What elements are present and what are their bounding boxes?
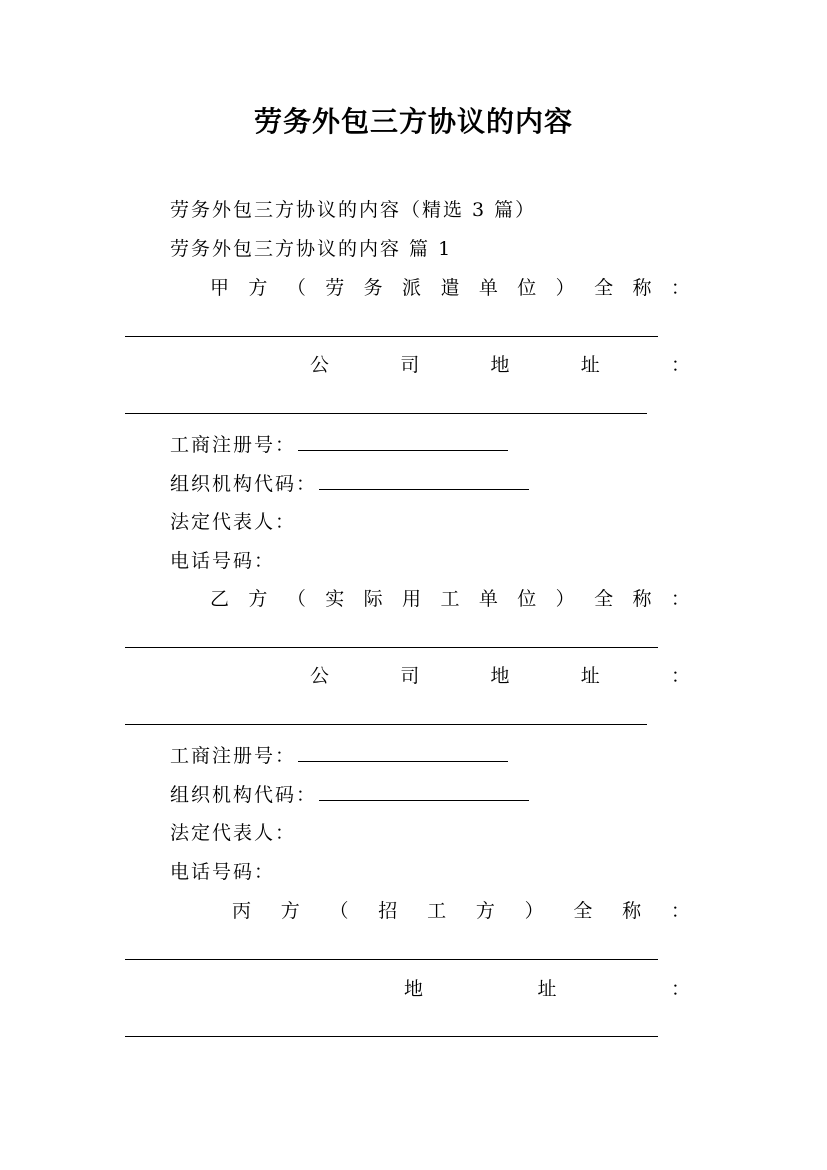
reg-blank[interactable] bbox=[298, 743, 508, 762]
org-blank[interactable] bbox=[319, 471, 529, 490]
section-heading: 劳务外包三方协议的内容 篇 1 bbox=[170, 238, 453, 260]
reg-label: 工商注册号： bbox=[170, 745, 297, 767]
party-a-name-label bbox=[210, 276, 690, 300]
party-a-reg-line bbox=[170, 432, 508, 457]
label-char: 方 bbox=[475, 900, 495, 922]
label-char: 公 bbox=[310, 354, 330, 376]
label-char: （ bbox=[286, 588, 306, 610]
document-title: 劳务外包三方协议的内容 bbox=[253, 105, 573, 138]
label-char: （ bbox=[286, 277, 306, 299]
label-char: ） bbox=[555, 588, 575, 610]
label-char: 位 bbox=[517, 277, 537, 299]
label-char: ： bbox=[670, 588, 690, 610]
label-char: 工 bbox=[427, 900, 447, 922]
party-c-address-label bbox=[404, 977, 690, 1001]
label-char: 全 bbox=[594, 277, 614, 299]
label-char: 地 bbox=[490, 354, 510, 376]
label-char: 实 bbox=[325, 588, 345, 610]
label-char: ： bbox=[670, 665, 690, 687]
label-char: 地 bbox=[490, 665, 510, 687]
label-char: 公 bbox=[310, 665, 330, 687]
party-b-name-label bbox=[210, 587, 690, 611]
label-char: 址 bbox=[580, 354, 600, 376]
reg-label: 工商注册号： bbox=[170, 434, 297, 456]
label-char: 丙 bbox=[232, 900, 252, 922]
label-char: 地 bbox=[404, 978, 424, 1000]
label-char: 称 bbox=[622, 900, 642, 922]
label-char: 甲 bbox=[210, 277, 230, 299]
party-c-name-label bbox=[232, 899, 690, 923]
label-char: 劳 bbox=[325, 277, 345, 299]
label-char: 派 bbox=[402, 277, 422, 299]
org-label: 组织机构代码： bbox=[170, 473, 318, 495]
label-char: 称 bbox=[632, 588, 652, 610]
label-char: 司 bbox=[400, 665, 420, 687]
label-char: 乙 bbox=[210, 588, 230, 610]
org-label: 组织机构代码： bbox=[170, 784, 318, 806]
label-char: ： bbox=[670, 277, 690, 299]
label-char: 单 bbox=[478, 588, 498, 610]
party-a-org-line bbox=[170, 471, 529, 496]
party-c-name-blank[interactable] bbox=[125, 959, 658, 960]
org-blank[interactable] bbox=[319, 782, 529, 801]
party-b-name-blank[interactable] bbox=[125, 647, 658, 648]
party-b-reg-line bbox=[170, 743, 508, 768]
document-subtitle: 劳务外包三方协议的内容（精选 3 篇） bbox=[170, 199, 537, 221]
party-a-legal-line: 法定代表人： bbox=[170, 511, 297, 533]
party-c-address-blank[interactable] bbox=[125, 1036, 658, 1037]
label-char: 招 bbox=[378, 900, 398, 922]
party-a-name-blank[interactable] bbox=[125, 336, 658, 337]
label-char: ） bbox=[555, 277, 575, 299]
party-a-address-label bbox=[310, 353, 690, 377]
label-char: 单 bbox=[478, 277, 498, 299]
label-char: 用 bbox=[402, 588, 422, 610]
label-char: 务 bbox=[363, 277, 383, 299]
label-char: 方 bbox=[248, 588, 268, 610]
party-b-address-label bbox=[310, 664, 690, 688]
party-a-address-blank[interactable] bbox=[125, 413, 647, 414]
party-b-org-line bbox=[170, 782, 529, 807]
label-char: 际 bbox=[363, 588, 383, 610]
label-char: 遣 bbox=[440, 277, 460, 299]
label-char: 位 bbox=[517, 588, 537, 610]
label-char: 址 bbox=[537, 978, 557, 1000]
label-char: 司 bbox=[400, 354, 420, 376]
label-char: 方 bbox=[280, 900, 300, 922]
party-b-phone-line: 电话号码： bbox=[170, 861, 276, 883]
label-char: 址 bbox=[580, 665, 600, 687]
label-char: 全 bbox=[594, 588, 614, 610]
party-a-phone-line: 电话号码： bbox=[170, 550, 276, 572]
party-b-address-blank[interactable] bbox=[125, 724, 647, 725]
label-char: ： bbox=[670, 354, 690, 376]
label-char: ： bbox=[670, 900, 690, 922]
party-b-legal-line: 法定代表人： bbox=[170, 822, 297, 844]
label-char: 工 bbox=[440, 588, 460, 610]
label-char: 方 bbox=[248, 277, 268, 299]
label-char: （ bbox=[329, 900, 349, 922]
label-char: ： bbox=[670, 978, 690, 1000]
label-char: 全 bbox=[573, 900, 593, 922]
label-char: ） bbox=[524, 900, 544, 922]
label-char: 称 bbox=[632, 277, 652, 299]
reg-blank[interactable] bbox=[298, 432, 508, 451]
